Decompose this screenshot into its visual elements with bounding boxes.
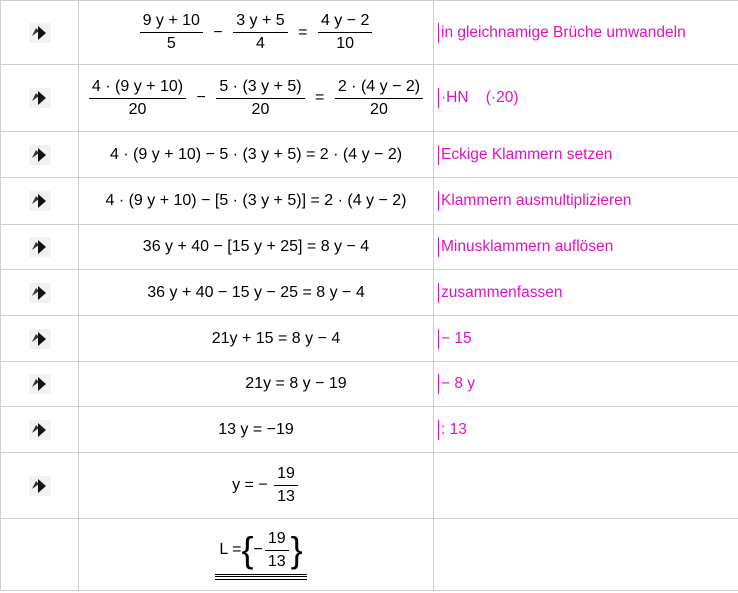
pencil-arrow-icon[interactable] [28, 236, 52, 258]
equation: 36 y + 40 − 15 y − 25 = 8 y − 4 [147, 283, 365, 301]
fraction: $\frac{2 \cdot (4 y - 2)}{20}$ [335, 78, 423, 118]
pencil-arrow-icon[interactable] [28, 22, 52, 44]
fraction: $\frac{19}{13}$ [274, 465, 298, 505]
operator: − [196, 89, 206, 107]
icon-cell [1, 132, 79, 178]
equals-sign: = [298, 23, 308, 41]
note-cell [434, 407, 738, 453]
icon-cell [1, 519, 79, 591]
pencil-arrow-icon[interactable] [28, 282, 52, 304]
note-cell [434, 316, 738, 362]
icon-cell [1, 178, 79, 225]
equation: 21y = 8 y − 19 [245, 375, 347, 392]
equation-cell [79, 132, 434, 178]
fraction: $\frac{4 y - 2}{10}$ [318, 12, 372, 52]
table-row [1, 65, 738, 132]
icon-cell [1, 362, 79, 407]
equation: 36 y + 40 − [15 y + 25] = 8 y − 4 [142, 238, 370, 255]
equation-cell [79, 316, 434, 362]
note-cell [434, 453, 738, 519]
equation-cell [79, 519, 434, 591]
note-text: : 13 [441, 420, 467, 438]
table-row [1, 132, 738, 178]
note-cell [434, 1, 738, 65]
equation-cell [79, 270, 434, 316]
pencil-arrow-icon[interactable] [28, 328, 52, 350]
note-text: − 8 y [441, 375, 476, 393]
pencil-arrow-icon[interactable] [28, 144, 52, 166]
icon-cell [1, 65, 79, 132]
solution-lhs: L = [219, 541, 242, 558]
equation-cell [79, 453, 434, 519]
note-text: ·HN (·20) [441, 89, 519, 107]
table-row [1, 1, 738, 65]
note-bar [438, 23, 439, 43]
icon-cell [1, 1, 79, 65]
equation: 4 · (9 y + 10) − 5 · (3 y + 5) = 2 · (4 y − 2) [109, 145, 403, 163]
table-row [1, 316, 738, 362]
table-row [1, 519, 738, 591]
table-row [1, 270, 738, 316]
note-bar [438, 420, 439, 440]
fraction: $\frac{3 y + 5}{4}$ [233, 12, 287, 52]
icon-cell [1, 453, 79, 519]
note-bar [438, 283, 439, 303]
note-cell [434, 225, 738, 270]
equals-sign: = [315, 89, 325, 107]
equation-cell [79, 178, 434, 225]
solution-set [215, 529, 306, 580]
fraction: $\frac{5 \cdot (3 y + 5)}{20}$ [216, 78, 304, 118]
icon-cell [1, 407, 79, 453]
pencil-arrow-icon[interactable] [28, 419, 52, 441]
note-bar [438, 88, 439, 108]
note-text: zusammenfassen [441, 283, 563, 301]
equation-cell [79, 362, 434, 407]
minus-sign: − [253, 541, 263, 558]
note-cell [434, 362, 738, 407]
note-bar [438, 191, 439, 211]
table-row [1, 453, 738, 519]
table-row [1, 407, 738, 453]
open-brace: { [241, 529, 254, 570]
pencil-arrow-icon[interactable] [28, 87, 52, 109]
fraction: $\frac{9 y + 10}{5}$ [140, 12, 203, 52]
note-bar [438, 374, 439, 394]
note-text: Eckige Klammern setzen [441, 145, 613, 163]
equation-cell [79, 407, 434, 453]
equation-cell [79, 1, 434, 65]
table-row [1, 362, 738, 407]
note-cell [434, 178, 738, 225]
note-cell [434, 270, 738, 316]
note-bar [438, 145, 439, 165]
table-row [1, 225, 738, 270]
equation: 21y + 15 = 8 y − 4 [211, 329, 341, 347]
operator: − [213, 23, 223, 41]
table-row [1, 178, 738, 225]
fraction: $\frac{4 \cdot (9 y + 10)}{20}$ [89, 78, 186, 118]
pencil-arrow-icon[interactable] [28, 190, 52, 212]
note-bar [438, 237, 439, 257]
equation-cell [79, 65, 434, 132]
fraction: $\frac{19}{13}$ [265, 530, 289, 570]
note-cell [434, 132, 738, 178]
note-bar [438, 329, 439, 349]
note-text: Minusklammern auflösen [441, 238, 614, 256]
icon-cell [1, 225, 79, 270]
note-text: in gleichnamige Brüche umwandeln [441, 23, 686, 41]
pencil-arrow-icon[interactable] [28, 373, 52, 395]
note-cell [434, 519, 738, 591]
icon-cell [1, 316, 79, 362]
equation: 4 · (9 y + 10) − [5 · (3 y + 5)] = 2 · (4 y − 2) [105, 192, 407, 209]
equation-cell [79, 225, 434, 270]
note-cell [434, 65, 738, 132]
close-brace: } [290, 529, 303, 570]
equation-lhs: y = − [232, 476, 268, 494]
icon-cell [1, 270, 79, 316]
equation: 13 y = −19 [218, 420, 294, 438]
note-text: Klammern ausmultiplizieren [441, 192, 632, 210]
note-text: − 15 [441, 329, 472, 347]
pencil-arrow-icon[interactable] [28, 475, 52, 497]
